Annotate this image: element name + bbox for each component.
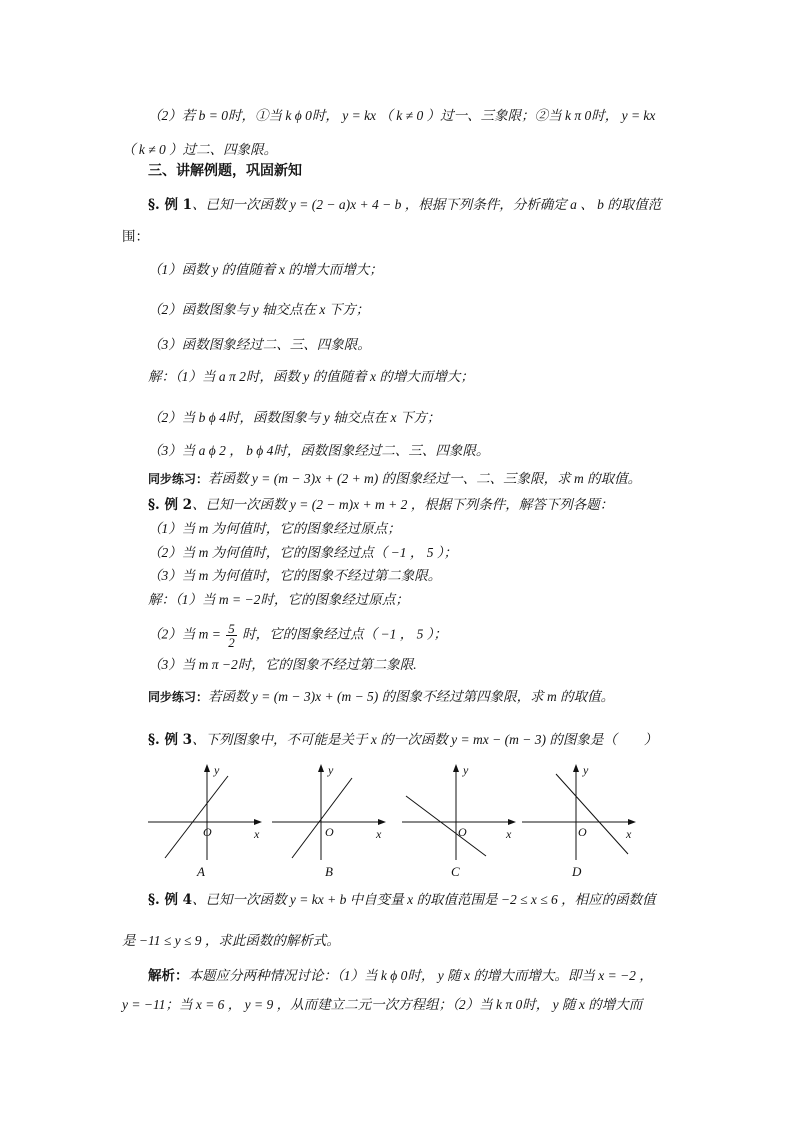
- graph-a: [140, 760, 270, 864]
- graph-d-x-arrow: [628, 819, 636, 825]
- analysis-label: 解析：: [148, 968, 189, 984]
- example-1-condition-3: （3）函数图象经过二、三、四象限。: [148, 337, 371, 352]
- fraction-denominator: 2: [228, 635, 235, 650]
- graph-c-label: C: [451, 864, 460, 879]
- graph-a-y-arrow: [204, 764, 210, 772]
- graph-b-x-arrow: [378, 819, 386, 825]
- graph-c-line: [406, 796, 486, 856]
- example-1-body: 、已知一次函数 y = (2 − a)x + 4 − b ，根据下列条件，分析确定 a 、 b 的取值范: [192, 197, 662, 212]
- analysis: [148, 967, 653, 985]
- sync-exercise-2: [148, 688, 614, 706]
- graph-d-label: D: [572, 864, 582, 879]
- graph-a-svg: [140, 760, 270, 860]
- graph-c-svg: [398, 760, 528, 860]
- example-2-title: §. 例 2: [148, 497, 193, 513]
- example-1-solution-3: （3）当 a ϕ 2 ， b ϕ 4时，函数图象经过二、三、四象限。: [148, 443, 490, 458]
- graph-a-x-arrow: [254, 819, 262, 825]
- graph-c-x-label: x: [506, 827, 512, 841]
- example-2: [148, 496, 613, 514]
- example-3-title: §. 例 3: [148, 732, 193, 748]
- example-2-solution-1: 解：（1）当 m = −2时，它的图象经过原点；: [148, 592, 409, 607]
- graph-b-svg: [264, 760, 394, 860]
- example-1: [148, 196, 661, 214]
- example-2-condition-2: （2）当 m 为何值时，它的图象经过点（ −1 ， 5 ）；: [148, 545, 458, 560]
- example-2-solution-2: [148, 622, 447, 649]
- graph-c-origin: O: [458, 825, 467, 839]
- fraction-five-halves: [226, 622, 237, 649]
- graph-b: [264, 760, 394, 864]
- section-heading-examples: 三、讲解例题，巩固新知: [148, 163, 302, 179]
- example-2-solution-2-post: 时，它的图象经过点（ −1 ， 5 ）；: [242, 626, 447, 642]
- graph-d-svg: [518, 760, 648, 860]
- analysis-body-1: 本题应分两种情况讨论：（1）当 k ϕ 0时， y 随 x 的增大而增大。即当 x = −2 ，: [188, 968, 653, 983]
- graph-a-x-label: x: [254, 827, 260, 841]
- graph-a-origin: O: [203, 825, 212, 839]
- sync-exercise-2-body: 若函数 y = (m − 3)x + (m − 5) 的图象不经过第四象限，求 m 的取值。: [208, 689, 615, 704]
- example-3-body: 、下列图象中，不可能是关于 x 的一次函数 y = mx − (m − 3) 的图象是（ ）: [192, 732, 658, 747]
- analysis-body-2: y = −11；当 x = 6 ， y = 9 ，从而建立二元一次方程组；（2）当 k π 0时， y 随 x 的增大而: [122, 997, 643, 1012]
- sync-exercise-1-body: 若函数 y = (m − 3)x + (2 + m) 的图象经过一、二、三象限，求 m 的取值。: [208, 471, 642, 486]
- example-1-condition-1: （1）函数 y 的值随着 x 的增大而增大；: [148, 262, 383, 277]
- graph-b-label: B: [325, 864, 333, 879]
- sync-exercise-1-label: 同步练习：: [148, 472, 209, 486]
- example-2-condition-3: （3）当 m 为何值时，它的图象不经过第二象限。: [148, 568, 442, 583]
- example-1-solution-1: 解：（1）当 a π 2时，函数 y 的值随着 x 的增大而增大；: [148, 369, 474, 384]
- graph-d-origin: O: [578, 825, 587, 839]
- example-1-wrap: 围：: [122, 229, 149, 245]
- graph-b-origin: O: [325, 825, 334, 839]
- example-1-solution-2: （2）当 b ϕ 4时，函数图象与 y 轴交点在 x 下方；: [148, 410, 441, 425]
- example-2-condition-1: （1）当 m 为何值时，它的图象经过原点；: [148, 521, 401, 536]
- example-2-solution-3: （3）当 m π −2时，它的图象不经过第二象限.: [148, 657, 417, 672]
- fraction-numerator: 5: [228, 621, 235, 636]
- graph-b-line: [292, 778, 352, 858]
- graph-c: [398, 760, 528, 864]
- example-2-body: 、已知一次函数 y = (2 − m)x + m + 2 ，根据下列条件，解答下列各题：: [192, 497, 614, 512]
- graph-c-x-arrow: [508, 819, 516, 825]
- example-4-title: §. 例 4: [148, 892, 193, 908]
- graph-d: [518, 760, 648, 864]
- example-1-condition-2: （2）函数图象与 y 轴交点在 x 下方；: [148, 302, 370, 317]
- graph-d-x-label: x: [626, 827, 632, 841]
- example-4: [148, 891, 656, 909]
- line-case-b-zero: （2）若 b = 0时，①当 k ϕ 0时， y = kx （ k ≠ 0 ）过一、三象限；②当 k π 0时， y = kx: [148, 108, 656, 123]
- graph-d-y-arrow: [573, 764, 579, 772]
- graph-b-y-label: y: [328, 763, 334, 777]
- example-1-title: §. 例 1: [148, 197, 193, 213]
- graph-a-line: [165, 776, 228, 858]
- graph-b-x-label: x: [376, 827, 382, 841]
- sync-exercise-1: [148, 470, 641, 488]
- example-4-body: 、已知一次函数 y = kx + b 中自变量 x 的取值范围是 −2 ≤ x ≤ 6 ，相应的函数值: [192, 892, 656, 907]
- graph-c-y-arrow: [453, 764, 459, 772]
- sync-exercise-2-label: 同步练习：: [148, 690, 209, 704]
- example-3: [148, 731, 657, 749]
- graph-d-y-label: y: [583, 763, 589, 777]
- graph-b-y-arrow: [318, 764, 324, 772]
- graph-c-y-label: y: [463, 763, 469, 777]
- graph-d-line: [556, 774, 628, 854]
- example-4-wrap: 是 −11 ≤ y ≤ 9 ，求此函数的解析式。: [122, 933, 340, 948]
- example-2-solution-2-pre: （2）当 m =: [148, 626, 221, 642]
- graph-a-y-label: y: [214, 763, 220, 777]
- line-case-b-zero-cont: （ k ≠ 0 ）过二、四象限。: [122, 142, 278, 157]
- graph-a-label: A: [197, 864, 205, 879]
